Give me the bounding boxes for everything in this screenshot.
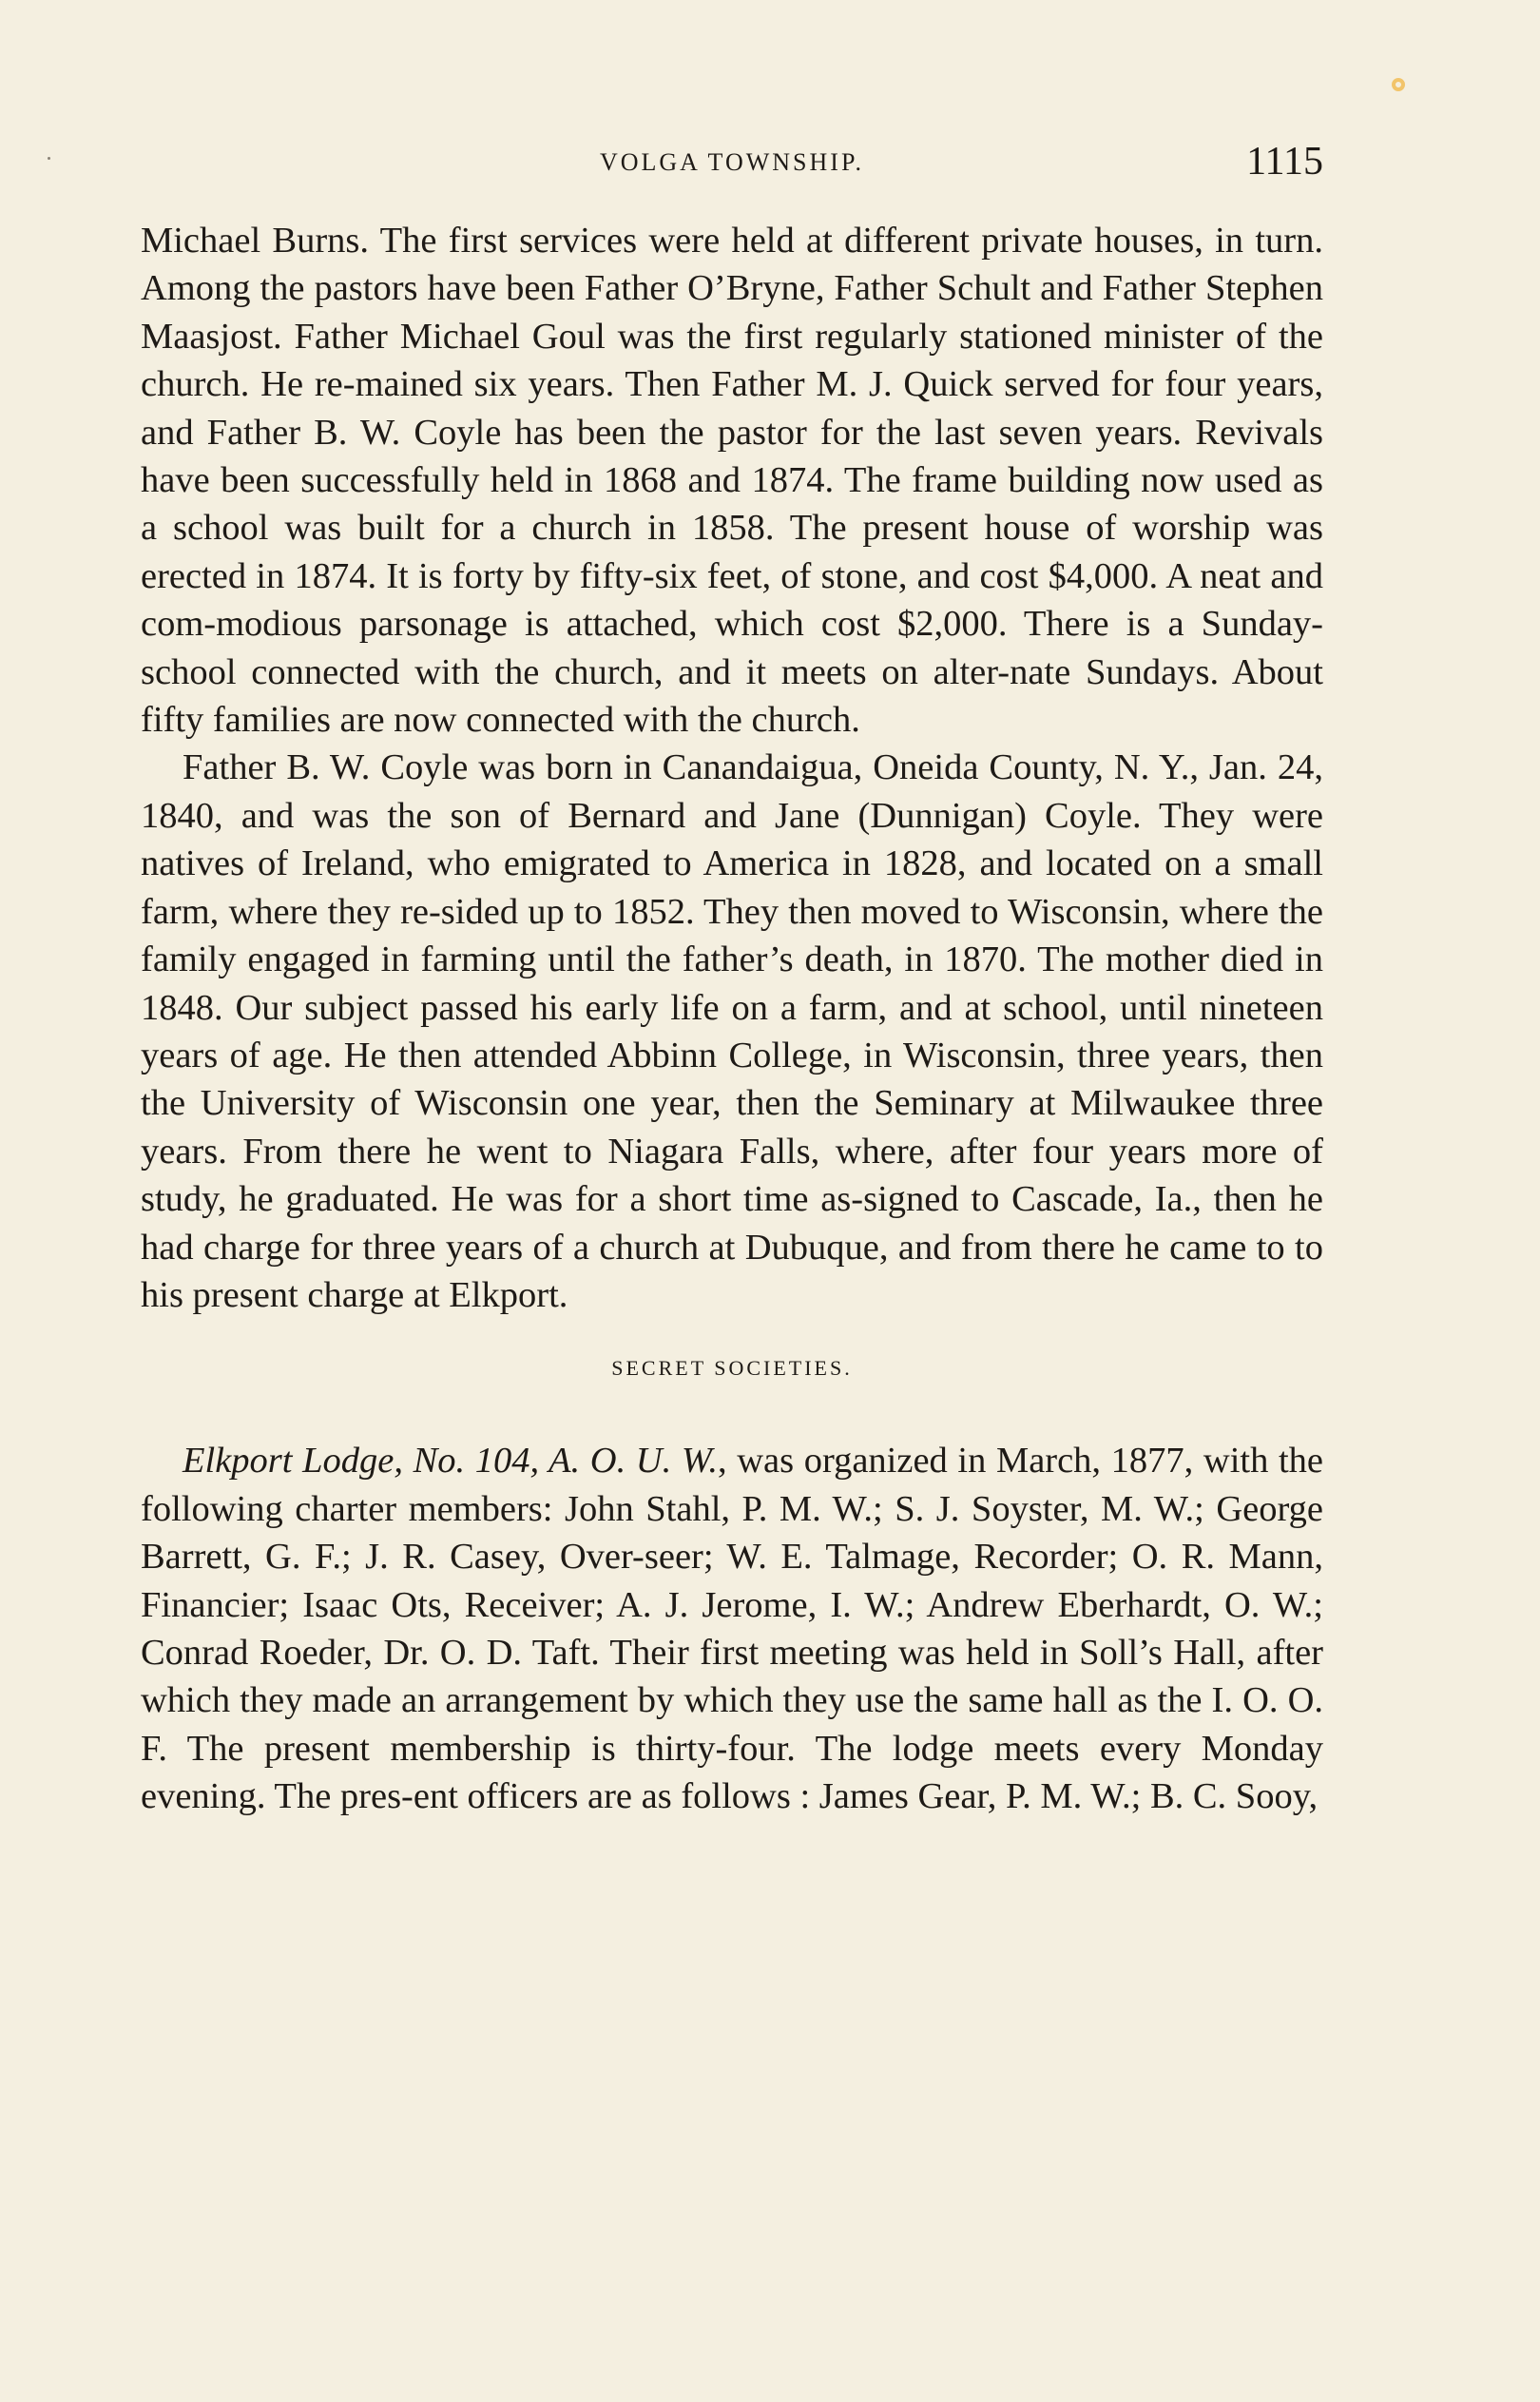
lodge-name: Elkport Lodge, No. 104, A. O. U. W.	[183, 1441, 718, 1482]
lodge-text: , was organized in March, 1877, with the following charter members: John Stahl, P. M. W.; S. J. Soyster, M. W.; George Barrett, G. F.; J. R. Casey, Over-seer; W. E. Talmage, Recorder; O. R. Mann, Financier; Isaac Ots, Receiver; A. J. Jerome, I. W.; Andrew Eberhardt, O. W.; Conrad Roeder, Dr. O. D. Taft. Their first meeting was held in Soll’s Hall, after which they made an arrangement by which they use the same hall as the I. O. O. F. The present membership is thirty-four. The lodge meets every Monday evening. The pres-ent officers are as follows : James Gear, P. M. W.; B. C. Sooy,	[141, 1441, 1323, 1817]
body-text	[141, 217, 1323, 1821]
ink-spot	[1392, 78, 1405, 91]
paragraph-lodge	[141, 1437, 1323, 1820]
header-title: VOLGA TOWNSHIP.	[599, 148, 865, 176]
paragraph-coyle-biography: Father B. W. Coyle was born in Canandaigua, Oneida County, N. Y., Jan. 24, 1840, and was the son of Bernard and Jane (Dunnigan) Coyle. They were natives of Ireland, who emigrated to America in 1828, and located on a small farm, where they re-sided up to 1852. They then moved to Wisconsin, where the family engaged in farming until the father’s death, in 1870. The mother died in 1848. Our subject passed his early life on a farm, and at school, until nineteen years of age. He then attended Abbinn College, in Wisconsin, three years, then the University of Wisconsin one year, then the Seminary at Milwaukee three years. From there he went to Niagara Falls, where, after four years more of study, he graduated. He was for a short time as-signed to Cascade, Ia., then he had charge for three years of a church at Dubuque, and from there he came to to his present charge at Elkport.	[141, 747, 1323, 1315]
paper-speck	[48, 157, 50, 160]
paragraph-church-history: Michael Burns. The first services were held at different private houses, in turn. Among the pastors have been Father O’Bryne, Father Schult and Father Stephen Maasjost. Father Michael Goul was the first regularly stationed minister of the church. He re-mained six years. Then Father M. J. Quick served for four years, and Father B. W. Coyle has been the pastor for the last seven years. Revivals have been successfully held in 1868 and 1874. The frame building now used as a school was built for a church in 1858. The present house of worship was erected in 1874. It is forty by fifty-six feet, of stone, and cost $4,000. A neat and com-modious parsonage is attached, which cost $2,000. There is a Sunday-school connected with the church, and it meets on alter-nate Sundays. About fifty families are now connected with the church.	[141, 221, 1323, 741]
page-number: 1115	[1246, 140, 1323, 184]
section-heading: SECRET SOCIETIES.	[611, 1356, 853, 1381]
running-header	[141, 135, 1323, 192]
